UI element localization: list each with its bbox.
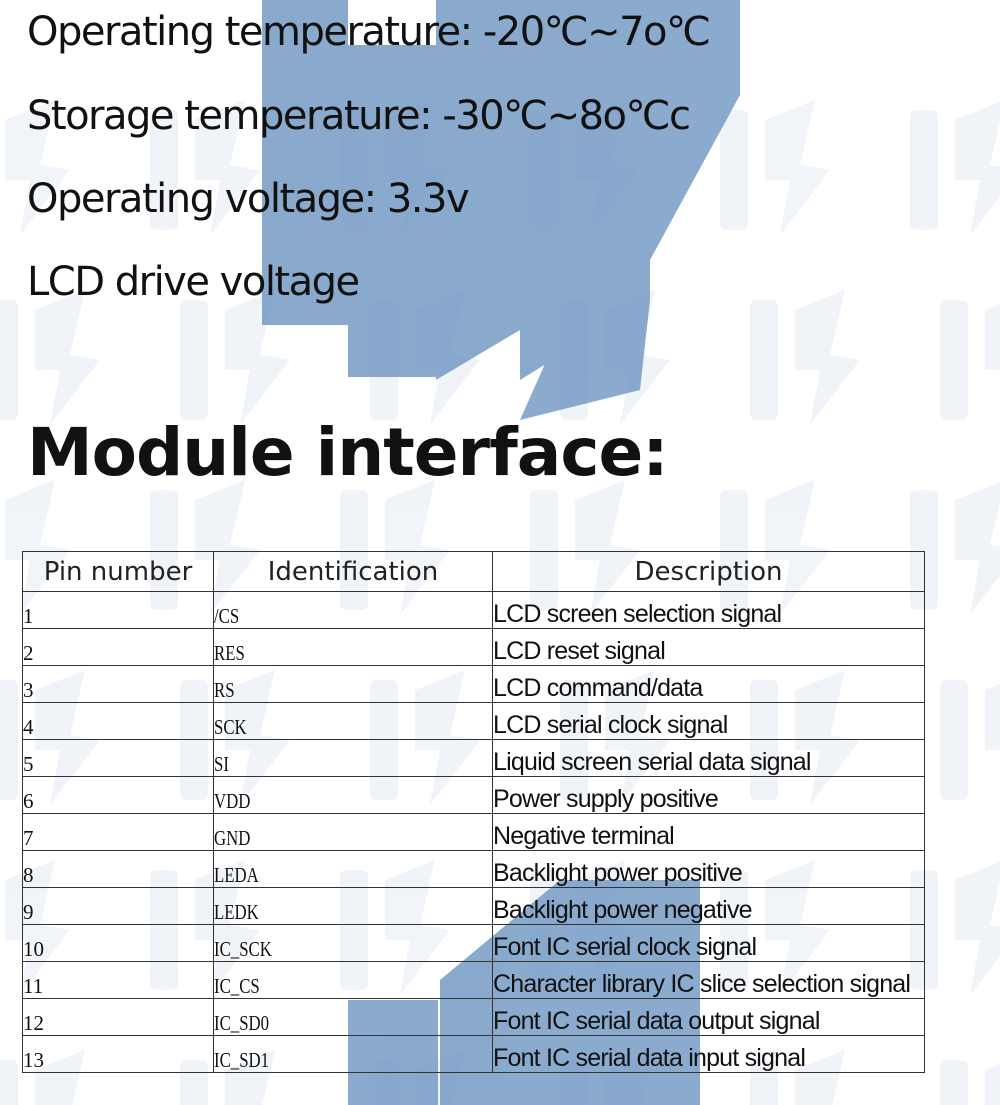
description-cell: LCD screen selection signal: [493, 592, 925, 629]
column-header-pin: Pin number: [23, 552, 214, 592]
pin-number-cell: 6: [23, 777, 214, 814]
column-header-identification: Identification: [214, 552, 493, 592]
description-cell: Negative terminal: [493, 814, 925, 851]
identification-text: IC_SCK: [214, 936, 272, 961]
description-cell: Backlight power positive: [493, 851, 925, 888]
identification-text: GND: [214, 825, 251, 850]
identification-text: LEDA: [214, 862, 259, 887]
table-row: [23, 962, 925, 999]
table-row: [23, 814, 925, 851]
identification-text: IC_CS: [214, 973, 260, 998]
table-row: [23, 777, 925, 814]
column-header-description: Description: [493, 552, 925, 592]
description-cell: Font IC serial clock signal: [493, 925, 925, 962]
pin-number-cell: 13: [23, 1036, 214, 1073]
table-row: [23, 703, 925, 740]
description-cell: Font IC serial data input signal: [493, 1036, 925, 1073]
pin-number-cell: 10: [23, 925, 214, 962]
identification-cell: [214, 814, 493, 851]
identification-text: LEDK: [214, 899, 259, 924]
table-row: [23, 740, 925, 777]
pin-number-cell: 2: [23, 629, 214, 666]
table-row: [23, 999, 925, 1036]
identification-cell: [214, 999, 493, 1036]
identification-text: RS: [214, 677, 235, 702]
lcd-drive-voltage-text: LCD drive voltage: [27, 259, 359, 305]
pin-number-cell: 4: [23, 703, 214, 740]
identification-text: IC_SD1: [214, 1047, 270, 1072]
identification-text: VDD: [214, 788, 251, 813]
section-title: Module interface:: [27, 414, 668, 491]
description-cell: Character library IC slice selection signal: [493, 962, 925, 999]
pin-number-cell: 8: [23, 851, 214, 888]
identification-text: /CS: [214, 603, 240, 628]
identification-cell: [214, 1036, 493, 1073]
table-row: [23, 888, 925, 925]
table-row: [23, 592, 925, 629]
operating-temperature-text: Operating temperature: -20℃~7o℃: [27, 9, 710, 55]
pin-number-cell: 11: [23, 962, 214, 999]
pin-number-cell: 3: [23, 666, 214, 703]
operating-voltage-text: Operating voltage: 3.3v: [27, 176, 469, 222]
identification-cell: [214, 666, 493, 703]
table-row: [23, 851, 925, 888]
identification-text: IC_SD0: [214, 1010, 270, 1035]
description-cell: LCD serial clock signal: [493, 703, 925, 740]
identification-cell: [214, 703, 493, 740]
description-cell: Font IC serial data output signal: [493, 999, 925, 1036]
table-row: [23, 629, 925, 666]
description-cell: LCD command/data: [493, 666, 925, 703]
identification-cell: [214, 592, 493, 629]
identification-cell: [214, 851, 493, 888]
identification-cell: [214, 777, 493, 814]
pin-number-cell: 7: [23, 814, 214, 851]
identification-text: SI: [214, 751, 229, 776]
pin-number-cell: 1: [23, 592, 214, 629]
identification-cell: [214, 925, 493, 962]
storage-temperature-text: Storage temperature: -30℃~8o℃c: [27, 93, 690, 139]
description-cell: LCD reset signal: [493, 629, 925, 666]
description-cell: Backlight power negative: [493, 888, 925, 925]
pin-number-cell: 5: [23, 740, 214, 777]
description-cell: Liquid screen serial data signal: [493, 740, 925, 777]
identification-cell: [214, 629, 493, 666]
pin-number-cell: 9: [23, 888, 214, 925]
pin-table: [22, 551, 925, 1073]
identification-text: SCK: [214, 714, 247, 739]
identification-cell: [214, 962, 493, 999]
identification-text: RES: [214, 640, 245, 665]
table-row: [23, 925, 925, 962]
table-header-row: [23, 552, 925, 592]
description-cell: Power supply positive: [493, 777, 925, 814]
pin-number-cell: 12: [23, 999, 214, 1036]
table-row: [23, 666, 925, 703]
identification-cell: [214, 740, 493, 777]
table-row: [23, 1036, 925, 1073]
identification-cell: [214, 888, 493, 925]
